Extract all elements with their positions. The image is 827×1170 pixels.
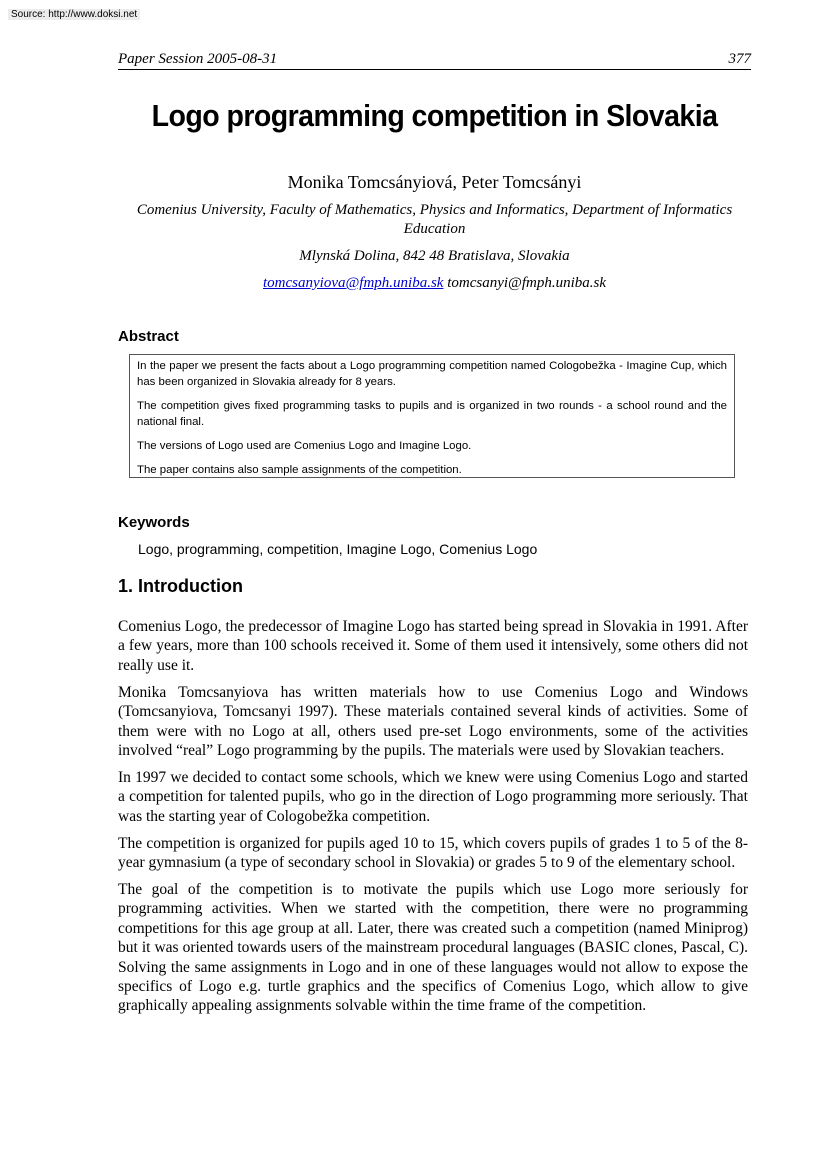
abstract-paragraph: The versions of Logo used are Comenius Logo and Imagine Logo. xyxy=(137,440,472,452)
address: Mlynská Dolina, 842 48 Bratislava, Slovakia xyxy=(299,248,570,264)
page-number: 377 xyxy=(728,51,751,67)
abstract-paragraph: In the paper we present the facts about a Logo programming competition named Cologobežka - Imagine Cup, which has been organized in Slovakia already for 8 years. xyxy=(137,360,727,388)
keywords-heading: Keywords xyxy=(118,514,190,531)
email-link-first[interactable]: tomcsanyiova@fmph.uniba.sk xyxy=(263,275,444,291)
keywords-text: Logo, programming, competition, Imagine Logo, Comenius Logo xyxy=(138,541,538,557)
paper-title: Logo programming competition in Slovakia xyxy=(151,98,718,133)
body-paragraph: In 1997 we decided to contact some schools, which we knew were using Comenius Logo and started a competition for talented pupils, who go in the direction of Logo programming more seriously. That was the starting year of Cologobežka competition. xyxy=(118,768,748,825)
section-heading: 1. Introduction xyxy=(118,576,243,596)
body-paragraph: The competition is organized for pupils aged 10 to 15, which covers pupils of grades 1 to 5 of the 8-year gymnasium (a type of secondary school in Slovakia) or grades 5 to 9 of the elementary school. xyxy=(118,834,748,871)
abstract-box xyxy=(129,354,735,478)
abstract-paragraph: The paper contains also sample assignments of the competition. xyxy=(137,464,462,476)
session-label: Paper Session 2005-08-31 xyxy=(118,51,278,67)
running-header xyxy=(118,50,751,70)
body-paragraph: Monika Tomcsanyiova has written materials how to use Comenius Logo and Windows (Tomcsanyiova, Tomcsanyi 1997). These materials contained several kinds of activities. Some of them were with no Logo at all, others used pre-set Logo environments, some of the activities involved “real” Logo programming by the pupils. The materials were used by Slovakian teachers. xyxy=(118,683,748,759)
abstract-paragraph: The competition gives fixed programming tasks to pupils and is organized in two rounds - a school round and the national final. xyxy=(137,400,727,428)
affiliation: Comenius University, Faculty of Mathematics, Physics and Informatics, Department of Informatics Education xyxy=(136,202,733,237)
abstract-heading: Abstract xyxy=(118,328,179,345)
email-second: tomcsanyi@fmph.uniba.sk xyxy=(447,275,606,291)
section-body xyxy=(118,617,748,1023)
authors: Monika Tomcsányiová, Peter Tomcsányi xyxy=(287,172,582,192)
emails xyxy=(118,275,751,292)
source-label: Source: http://www.doksi.net xyxy=(8,9,140,20)
body-paragraph: Comenius Logo, the predecessor of Imagine Logo has started being spread in Slovakia in 1991. After a few years, more than 100 schools received it. Some of them used it intensively, some others did not really use it. xyxy=(118,618,748,674)
body-paragraph: The goal of the competition is to motivate the pupils which use Logo more seriously for programming activities. When we started with the competition, there were no programming competitions for this age group at all. Later, there was created such a competition (named Miniprog) but it was oriented towards users of the mainstream procedural languages (BASIC clones, Pascal, C). Solving the same assignments in Logo and in one of these languages would not allow to expose the specifics of Logo e.g. turtle graphics and the specifics of Comenius Logo, which allow to give graphically appealing assignments solvable within the time frame of the competition. xyxy=(118,880,748,1015)
